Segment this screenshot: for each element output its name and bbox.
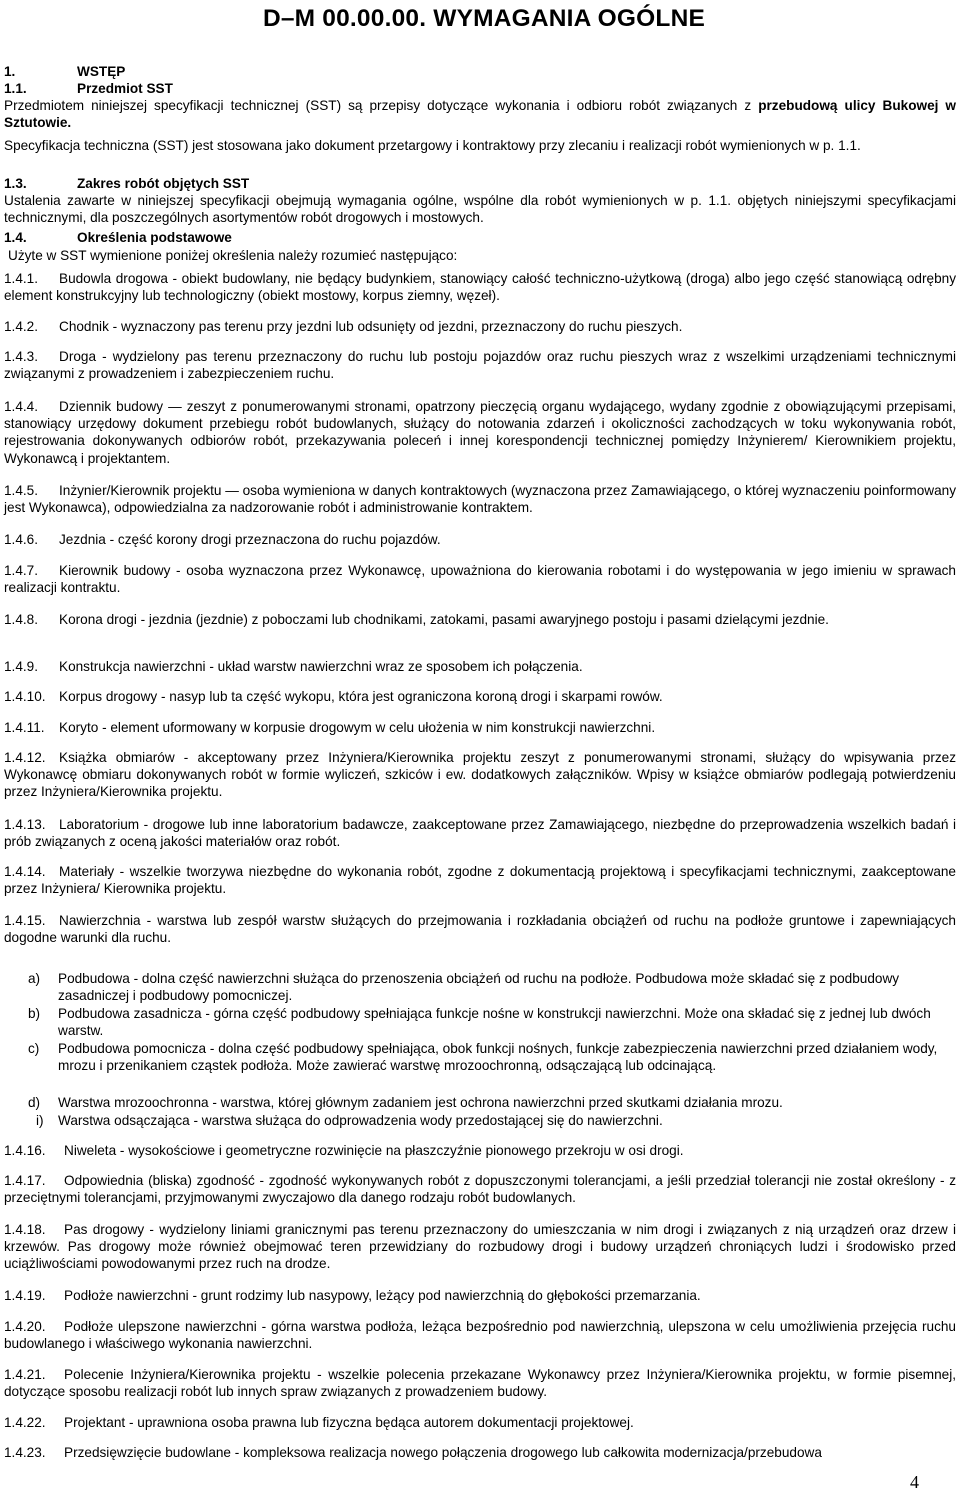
list-item-d: d) Warstwa mrozoochronna - warstwa, której głównym zadaniem jest ochrona nawierzchni przed skutkami działania mrozu.: [28, 1095, 783, 1110]
definition-1-4-14: 1.4.14. Materiały - wszelkie tworzywa niezbędne do wykonania robót, zgodne z dokumentacją projektową i specyfikacjami technicznymi, zaakceptowane przez Inżyniera/ Kierownika projektu.: [4, 864, 956, 897]
definition-1-4-1: 1.4.1. Budowla drogowa - obiekt budowlany, nie będący budynkiem, stanowiący całość techniczno-użytkową (droga) albo jego część stanowiącą odrębny element konstrukcyjny lub technologiczny (obiekt mostowy, korpus ziemny, węzeł).: [4, 271, 956, 304]
definition-1-4-16: 1.4.16. Niweleta - wysokościowe i geometryczne rozwinięcie na płaszczyźnie pionowego przekroju w osi drogi.: [4, 1143, 684, 1158]
paragraph-1-3: Ustalenia zawarte w niniejszej specyfikacji obejmują wymagania ogólne, wspólne dla robót wymienionych w p. 1.1. objętych niniejszymi specyfikacjami technicznymi, dla poszczególnych asortymentów robót drogowych i mostowych.: [4, 193, 956, 226]
section-heading-1-1: 1.1. Przedmiot SST: [4, 81, 173, 96]
definition-1-4-3: 1.4.3. Droga - wydzielony pas terenu przeznaczony do ruchu lub postoju pojazdów oraz ruchu pieszych wraz z wszelkimi urządzeniami technicznymi związanymi z prowadzeniem i zabezpieczeniem ruchu.: [4, 349, 956, 382]
list-item-i: i) Warstwa odsączająca - warstwa służąca do odprowadzenia wody przedostającej się do nawierzchni.: [36, 1113, 663, 1128]
definition-1-4-5: 1.4.5. Inżynier/Kierownik projektu — osoba wymieniona w danych kontraktowych (wyznaczona przez Zamawiającego, o której wyznaczeniu poinformowany jest Wykonawca), odpowiedzialna za nadzorowanie robót i administrowanie kontraktem.: [4, 483, 956, 516]
definition-1-4-7: 1.4.7. Kierownik budowy - osoba wyznaczona przez Wykonawcę, upoważniona do kierowania robotami i do występowania w jego imieniu w sprawach realizacji kontraktu.: [4, 563, 956, 596]
definition-1-4-6: 1.4.6. Jezdnia - część korony drogi przeznaczona do ruchu pojazdów.: [4, 532, 441, 547]
definition-1-4-15: 1.4.15. Nawierzchnia - warstwa lub zespół warstw służących do przejmowania i rozkładania obciążeń od ruchu na podłoże gruntowe i zapewniających dogodne warunki dla ruchu.: [4, 913, 956, 946]
paragraph-1-4: Użyte w SST wymienione poniżej określenia należy rozumieć następująco:: [8, 248, 458, 263]
definition-1-4-18: 1.4.18. Pas drogowy - wydzielony liniami granicznymi pas terenu przeznaczony do umieszczania w nim drogi i związanych z nią urządzeń oraz drzew i krzewów. Pas drogowy może również obejmować teren przewidziany do rozbudowy drogi i budowy urządzeń chroniących ludzi i środowisko przed uciążliwościami powodowanymi przez ruch na drodze.: [4, 1222, 956, 1272]
definition-1-4-4: 1.4.4. Dziennik budowy — zeszyt z ponumerowanymi stronami, opatrzony pieczęcią organu wydającego, wydany zgodnie z obowiązującymi przepisami, stanowiący urzędowy dokument przebiegu robót budowlanych, służący do notowania zdarzeń i okoliczności zachodzących w toku wykonywania robót, rejestrowania dokonywanych odbiorów robót, przekazywania poleceń i innej korespondencji technicznej pomiędzy Inżynierem/ Kierownikiem projektu, Wykonawcą i projektantem.: [4, 399, 956, 466]
list-item-b: b) Podbudowa zasadnicza - górna część podbudowy spełniająca funkcje nośne w konstrukcji nawierzchni. Może ona składać się z jednej lub dwóch warstw.: [28, 1006, 931, 1039]
definition-1-4-19: 1.4.19. Podłoże nawierzchni - grunt rodzimy lub nasypowy, leżący pod nawierzchnią do głębokości przemarzania.: [4, 1288, 701, 1303]
section-heading-1-3: 1.3. Zakres robót objętych SST: [4, 176, 250, 191]
definition-1-4-17: 1.4.17. Odpowiednia (bliska) zgodność - zgodność wykonywanych robót z dopuszczonymi tolerancjami, a jeśli przedział tolerancji nie został określony - z przeciętnymi tolerancjami, przyjmowanymi zwyczajowo dla danego rodzaju robót budowlanych.: [4, 1173, 956, 1206]
definition-1-4-20: 1.4.20. Podłoże ulepszone nawierzchni - górna warstwa podłoża, leżąca bezpośrednio pod nawierzchnią, ulepszona w celu umożliwienia przejęcia ruchu budowlanego i właściwego wykonania nawierzchni.: [4, 1319, 956, 1352]
definition-1-4-23: 1.4.23. Przedsięwzięcie budowlane - kompleksowa realizacja nowego połączenia drogowego lub całkowita modernizacja/przebudowa: [4, 1445, 822, 1460]
definition-1-4-2: 1.4.2. Chodnik - wyznaczony pas terenu przy jezdni lub odsunięty od jezdni, przeznaczony do ruchu pieszych.: [4, 319, 683, 334]
definition-1-4-12: 1.4.12. Książka obmiarów - akceptowany przez Inżyniera/Kierownika projektu zeszyt z ponumerowanymi stronami, służący do wpisywania przez Wykonawcę obmiaru dokonywanych robót w formie wyliczeń, szkiców i ew. dodatkowych załączników. Wpisy w książce obmiarów podlegają potwierdzeniu przez Inżyniera/Kierownika projektu.: [4, 750, 956, 800]
list-item-c: c) Podbudowa pomocnicza - dolna część podbudowy spełniająca, obok funkcji nośnych, funkcje zabezpieczenia nawierzchni przed działaniem wody, mrozu i przenikaniem cząstek podłoża. Może zawierać warstwę mrozoochronną, odsączającą lub odcinającą.: [28, 1041, 938, 1074]
definition-1-4-9: 1.4.9. Konstrukcja nawierzchni - układ warstw nawierzchni wraz ze sposobem ich połączenia.: [4, 659, 583, 674]
paragraph-1-2: Specyfikacja techniczna (SST) jest stosowana jako dokument przetargowy i kontraktowy przy zlecaniu i realizacji robót wymienionych w p. 1.1.: [4, 138, 861, 153]
list-item-a: a) Podbudowa - dolna część nawierzchni służąca do przenoszenia obciążeń od ruchu na podłoże. Podbudowa może składać się z podbudowy zasadniczej i podbudowy pomocniczej.: [28, 971, 900, 1004]
definition-1-4-8: 1.4.8. Korona drogi - jezdnia (jezdnie) z poboczami lub chodnikami, zatokami, pasami awaryjnego postoju i pasami dzielącymi jezdnie.: [4, 612, 829, 627]
definition-1-4-11: 1.4.11. Koryto - element uformowany w korpusie drogowym w celu ułożenia w nim konstrukcji nawierzchni.: [4, 720, 656, 735]
definition-1-4-21: 1.4.21. Polecenie Inżyniera/Kierownika projektu - wszelkie polecenia przekazane Wykonawcy przez Inżyniera/Kierownika projektu, w formie pisemnej, dotyczące sposobu realizacji robót lub innych spraw związanych z prowadzeniem budowy.: [4, 1367, 956, 1400]
definition-1-4-22: 1.4.22. Projektant - uprawniona osoba prawna lub fizyczna będąca autorem dokumentacji projektowej.: [4, 1415, 634, 1430]
document-title: D–M 00.00.00. WYMAGANIA OGÓLNE: [262, 5, 706, 32]
page-number: 4: [910, 1472, 919, 1492]
section-heading-1: 1. WSTĘP: [4, 64, 126, 79]
paragraph-1-1: Przedmiotem niniejszej specyfikacji technicznej (SST) są przepisy dotyczące wykonania i odbioru robót związanych z przebudową ulicy Bukowej w Sztutowie.: [4, 98, 957, 131]
definition-1-4-13: 1.4.13. Laboratorium - drogowe lub inne laboratorium badawcze, zaakceptowane przez Zamawiającego, niezbędne do przeprowadzenia wszelkich badań i prób związanych z oceną jakości materiałów oraz robót.: [4, 817, 956, 850]
section-heading-1-4: 1.4. Określenia podstawowe: [4, 230, 232, 245]
definition-1-4-10: 1.4.10. Korpus drogowy - nasyp lub ta część wykopu, która jest ograniczona koroną drogi i skarpami rowów.: [4, 689, 663, 704]
